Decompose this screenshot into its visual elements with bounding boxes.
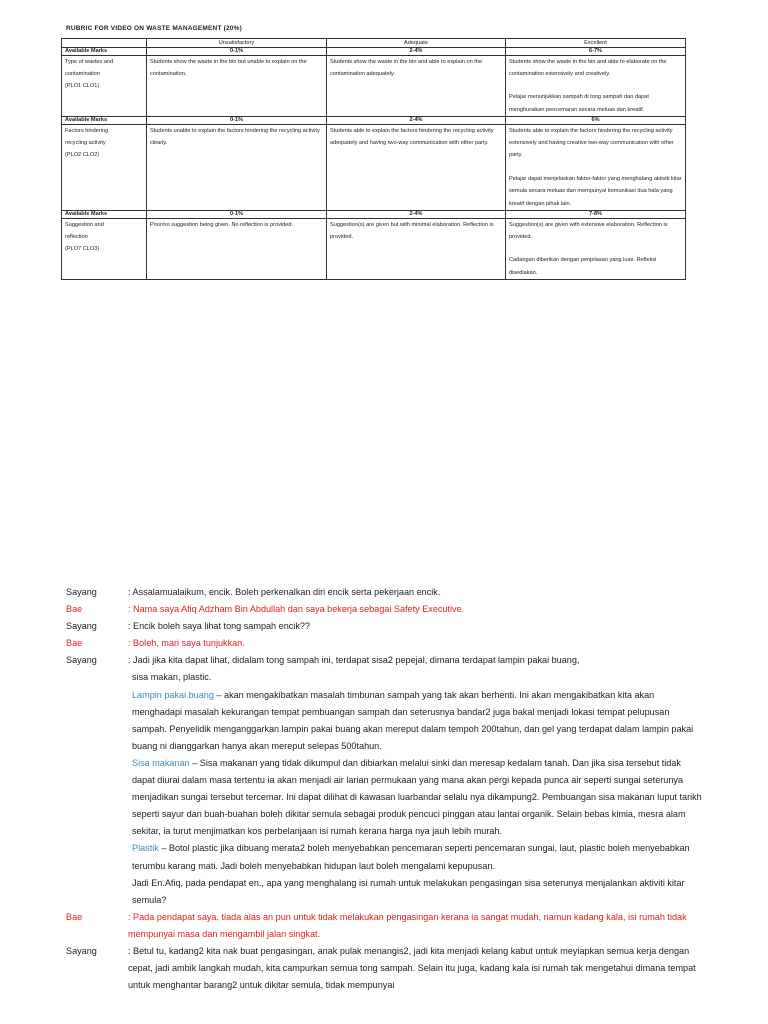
speaker-name: Bae [66,604,83,615]
criteria-cell [62,55,147,117]
dialogue-continuation: sisa makan, plastic. [132,672,212,683]
dialogue-line [66,584,706,601]
speaker-name: Sayang [66,621,97,632]
explanation-text: – Botol plastic jika dibuang merata2 boleh menyebabkan pencemaran seperti pencemaran sungai, laut, plastic boleh menyebabkan terumbu karang mati. Jadi boleh menyebabkan hidupan laut boleh mengalami kepupusan. [132,843,690,871]
dialogue-text: : Boleh, mari saya tunjukkan. [128,638,245,649]
marks-label: Available Marks [62,211,147,219]
dialogue-text: : Betul tu, kadang2 kita nak buat pengasingan, anak pulak menangis2, jadi kita menjadi kelang kabut untuk meyiapkan semua kerja dengan cepat, jadi ambik langkah mudah, kita campurkan semua tong sampah. Selain itu juga, kadang kala isi rumah tak mengetahui dimana tempat untuk menghantar barang2 untuk dikitar semula, tidak mempunyai [128,945,696,991]
speaker-name: Sayang [66,655,97,666]
dialogue-text: : Encik boleh saya lihat tong sampah encik?? [128,621,310,632]
criteria-line: reflection [65,233,88,240]
dialogue-line [66,635,706,652]
explanation-paragraph [132,840,706,874]
unsatisfactory-cell: Poor/no suggestion being given. No reflection is provided. [147,218,327,280]
excellent-text: Suggestion(s) are given with extensive elaboration. Reflection is provided. [509,221,668,240]
excellent-cell [506,55,686,117]
dialogue-line [66,601,706,618]
term-label: Sisa makanan [132,757,190,768]
unsatisfactory-cell: Students show the waste in the bin but unable to explain on the contamination. [147,55,327,117]
criteria-row [62,55,686,117]
marks-value: 6% [506,117,686,125]
marks-label: Available Marks [62,48,147,56]
rubric-table [61,38,686,280]
adequate-cell: Suggestion(s) are given but with minimal elaboration. Reflection is provided. [327,218,506,280]
explanation-paragraph [132,755,706,840]
speaker-name: Bae [66,911,83,922]
criteria-row [62,218,686,280]
marks-row [62,211,686,219]
excellent-text: Students able to explain the factors hindering the recycling activity extensively and having creative two-way communication with other party. [509,127,674,159]
marks-value: 7-8% [506,211,686,219]
criteria-line: Suggestion and [65,221,104,228]
dialogue-text: : Assalamualaikum, encik. Boleh perkenalkan diri encik serta pekerjaan encik. [128,587,441,597]
header-adequate: Adequate [327,39,506,48]
criteria-line: recycling activity [65,140,106,147]
criteria-line: Factors hindering [65,127,109,134]
criteria-line: (PLO2 CLO2) [65,152,100,159]
dialogue-text: : Jadi jika kita dapat lihat, didalam tong sampah ini, terdapat sisa2 pepejal, dimana terdapat lampin pakai buang, [128,655,580,666]
speaker-name: Sayang [66,587,97,597]
explanation-text: – Sisa makanan yang tidak dikumpul dan dibiarkan melalui sinki dan meresap kedalam tanah. Dan jika sisa tersebut tidak dapat diurai dalam masa tertentu ia akan menjadi air larian permukaan yang mana akan pergi kepada punca air seperti sungai seterunya menjadikan sungai tersebut tercemar. Ini dapat dilihat di kawasan luarbandar selalu nya dikampung2. Pembuangan sisa makanan luput tarikh seperti sayur dan buah-buahan boleh dikitar semula sebagai produk pencuci pinggan atau lantai organik. Selain bebas kimia, mesra alam sekitar, ia turut menjimatkan kos perbelanjaan isi rumah kerana harga nya jauh lebih murah. [132,757,702,837]
dialogue-transcript [66,584,706,994]
excellent-cell [506,218,686,280]
dialogue-line [66,652,706,669]
explanation-text: – akan mengakibatkan masalah timbunan sampah yang tak akan berhenti. Ini akan mengakibatkan kita akan menghadapi masalah kekurangan tempat pembuangan sampah dan seterusnya bandar2 juga bakal menjadi lokasi tempat pelupusan sampah. Penyelidik menganggarkan lampin pakai buang akan mereput dalam tempoh 200tahun, dan gel yang terdapat dalam lampin pakai buang ni dianggarkan hanya akan mereput selepas 500tahun. [132,689,694,751]
criteria-line: (PLO7 CLO3) [65,246,100,253]
excellent-malay-text: Pelajar dapat menjelaskan faktor-faktor yang menghalang aktiviti kitar semula secara meluas dan mempunyai komunikasi dua hala yang kreatif dengan pihak lain. [509,175,682,207]
speaker-name: Sayang [66,945,97,956]
dialogue-text: : Pada pendapat saya, tiada alas an pun untuk tidak melakukan pengasingan kerana ia sangat mudah, namun kadang kala, isi rumah tidak mempunyai masa dan mengambil jalan singkat. [128,911,687,939]
marks-value: 2-4% [327,48,506,56]
marks-row [62,48,686,56]
marks-label: Available Marks [62,117,147,125]
marks-value: 2-4% [327,211,506,219]
criteria-line: Type of wastes and [65,58,114,65]
excellent-malay-text: Pelajar menunjukkan sampah di tong sampah dan dapat menghuraikan pencemaran secara meluas dan kreatif. [509,94,649,113]
criteria-line: (PLO1 CLO1) [65,83,100,90]
speaker-name: Bae [66,638,83,649]
term-label: Lampin pakai buang [132,689,214,700]
marks-value: 0-1% [147,211,327,219]
header-excellent: Excellent [506,39,686,48]
dialogue-text: : Nama saya Afiq Adzham Bin Abdullah dan saya bekerja sebagai Safety Executive. [128,604,465,615]
criteria-line: contamination [65,70,100,77]
marks-value: 6-7% [506,48,686,56]
rubric-title: RUBRIC FOR VIDEO ON WASTE MANAGEMENT (20%) [66,25,242,32]
header-unsatisfactory: Unsatisfactory [147,39,327,48]
adequate-cell: Students able to explain the factors hindering the recycling activity adequately and having two-way communication with other party. [327,124,506,210]
marks-row [62,117,686,125]
marks-value: 0-1% [147,48,327,56]
excellent-malay-text: Cadangan diberikan dengan penjelasan yang luas. Refleksi disediakan. [509,257,657,276]
rubric-header-row [62,39,686,48]
header-blank [62,39,147,48]
adequate-cell: Students show the waste in the bin and able to explain on the contamination adequately. [327,55,506,117]
explanation-paragraph [132,687,706,755]
dialogue-line [66,909,706,943]
dialogue-line [66,618,706,635]
marks-value: 0-1% [147,117,327,125]
excellent-text: Students show the waste in the bin and able to elaborate on the contamination extensively and creatively. [509,58,667,77]
marks-value: 2-4% [327,117,506,125]
criteria-cell [62,124,147,210]
dialogue-line [66,943,706,994]
criteria-row [62,124,686,210]
term-label: Plastik [132,843,159,854]
criteria-cell [62,218,147,280]
unsatisfactory-cell: Students unable to explain the factors hindering the recycling activity clearly. [147,124,327,210]
dialogue-continuation: Jadi En.Afiq, pada pendapat en., apa yang menghalang isi rumah untuk melakukan pengasingan sisa seterunya menjalankan aktiviti kitar semula? [132,877,685,905]
excellent-cell [506,124,686,210]
